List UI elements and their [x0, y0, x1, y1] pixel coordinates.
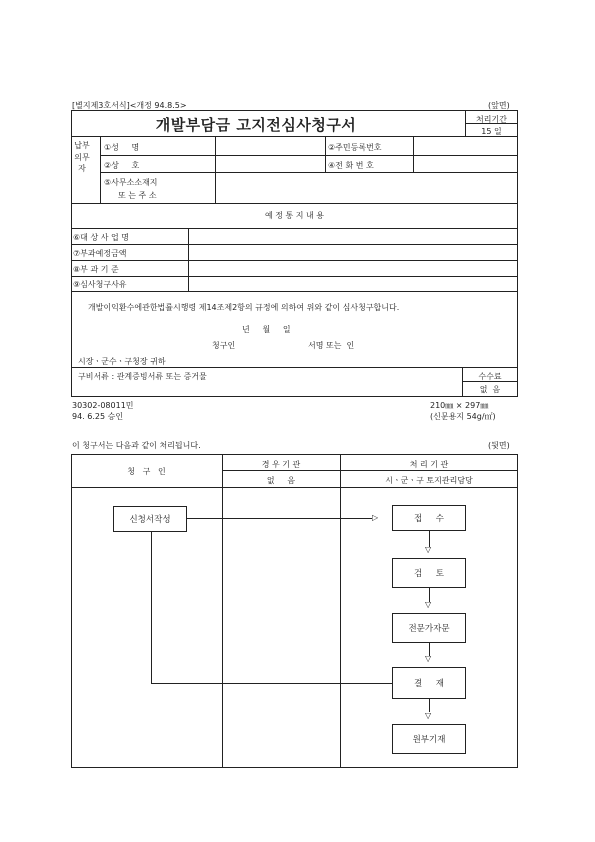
scheduled-amount-label: ⑦부과예정금액 — [73, 249, 127, 258]
arrow-down-icon: ▽ — [425, 545, 432, 554]
rrn-label: ②주민등록번호 — [328, 143, 382, 152]
payer-label: 납부의무자 — [74, 141, 90, 173]
approval-date: 94. 6.25 승인 — [72, 412, 124, 421]
col-handler: 처 리 기 관 — [409, 460, 449, 469]
col-handler-value: 시ㆍ군ㆍ구 토지관리담당 — [385, 476, 473, 485]
step-review: 검 토 — [392, 558, 466, 588]
claimant-label: 청구인 — [212, 341, 236, 350]
attachments-text: 구비서류 : 관계증빙서류 또는 증거물 — [78, 372, 207, 381]
col-via: 경 우 기 관 — [261, 460, 301, 469]
business-name-label: ⑥대 상 사 업 명 — [73, 233, 129, 242]
arrow-down-icon: ▽ — [425, 600, 432, 609]
back-side-label: (뒷면) — [488, 441, 510, 450]
fee-label: 수수료 — [478, 372, 502, 381]
processing-period-label: 처리기간 — [476, 115, 507, 124]
arrow-right-icon: ▷ — [372, 513, 379, 522]
trade-name-label: ②상 호 — [104, 161, 140, 170]
arrow-down-icon: ▽ — [425, 711, 432, 720]
processing-period-value: 15 일 — [481, 127, 502, 136]
statement-text: 개발이익환수에관한법률시행령 제14조제2항의 규정에 의하여 위와 같이 심사청구합니다. — [88, 303, 400, 312]
form-frame — [71, 110, 518, 397]
form-code: 30302-08011민 — [72, 401, 134, 410]
back-intro: 이 청구서는 다음과 같이 처리됩니다. — [72, 441, 201, 450]
step-expert-advice: 전문가자문 — [392, 613, 466, 643]
step-record: 원부기재 — [392, 724, 466, 754]
fee-value: 없 음 — [479, 385, 501, 394]
paper-size: 210㎜ × 297㎜ — [430, 401, 489, 410]
col-via-value: 없 음 — [266, 476, 296, 485]
col-claimant: 청 구 인 — [127, 467, 166, 476]
form-number: [별지제3호서식]<개정 94.8.5> — [72, 101, 187, 110]
signature-label: 서명 또는 인 — [308, 341, 355, 350]
phone-label: ④전 화 번 호 — [328, 161, 374, 170]
step-receive: 접 수 — [392, 505, 466, 531]
name-label: ①성 명 — [104, 143, 140, 152]
flow-frame — [71, 454, 518, 768]
date-line: 년 월 일 — [242, 325, 291, 334]
reason-label: ⑨심사청구사유 — [73, 280, 127, 289]
basis-label: ⑧부 과 기 준 — [73, 265, 119, 274]
page-title: 개발부담금 고지전심사청구서 — [155, 116, 357, 134]
front-side-label: (앞면) — [488, 101, 510, 110]
addressee: 시장ㆍ군수ㆍ구청장 귀하 — [78, 357, 166, 366]
arrow-down-icon: ▽ — [425, 654, 432, 663]
address-label-line1: ⑤사무소소재지 — [104, 178, 158, 187]
step-create-application: 신청서작성 — [113, 506, 187, 532]
paper-type: (신문용지 54g/㎡) — [430, 412, 496, 421]
step-decision: 결 재 — [392, 667, 466, 699]
address-label-line2: 또 는 주 소 — [118, 191, 157, 200]
notice-section-title: 예 정 통 지 내 용 — [264, 211, 325, 220]
